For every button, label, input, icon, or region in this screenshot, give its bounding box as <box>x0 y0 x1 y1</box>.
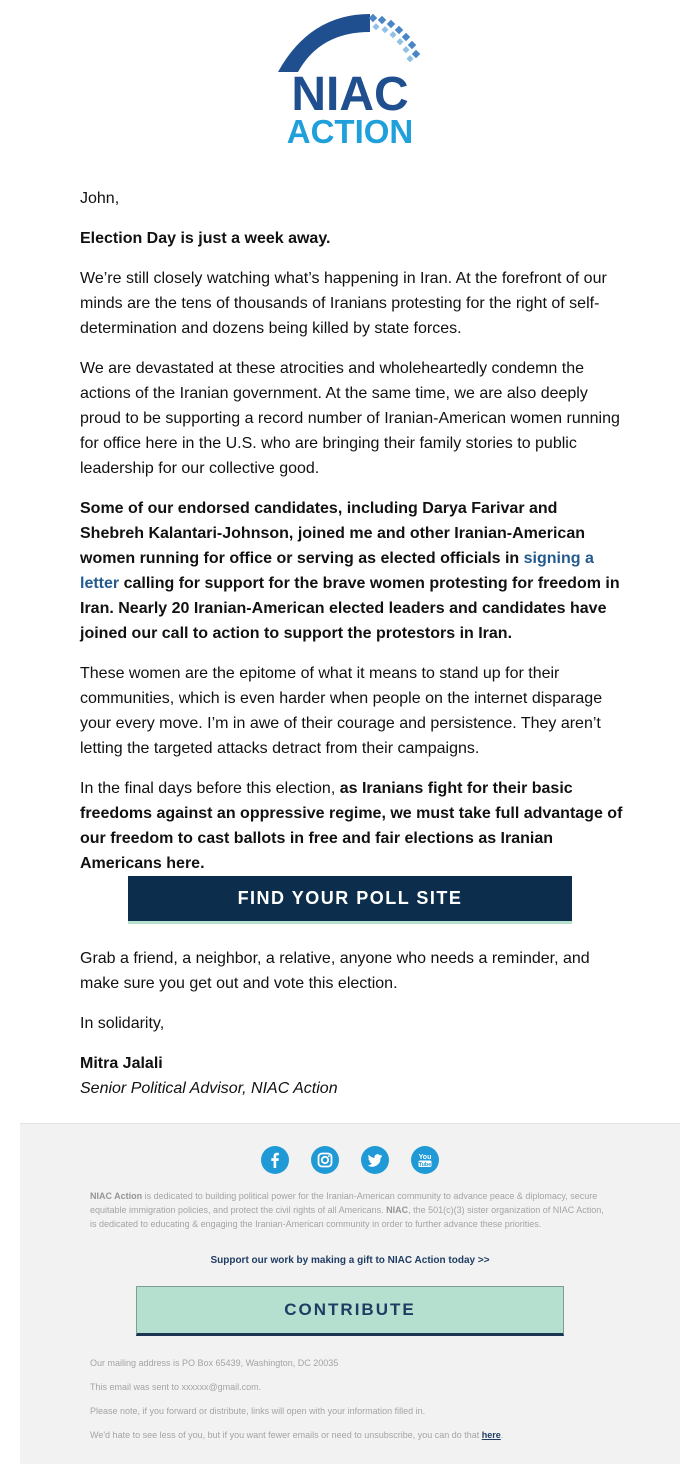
logo-text-action: ACTION <box>286 113 414 150</box>
unsubscribe-notice <box>90 1429 650 1441</box>
closing-line: In solidarity, <box>80 1015 165 1032</box>
paragraph-6: Grab a friend, a neighbor, a relative, anyone who needs a reminder, and make sure you get out and vote this election. <box>80 950 590 992</box>
signer-title: Senior Political Advisor, NIAC Action <box>80 1080 338 1097</box>
paragraph-4: These women are the epitome of what it means to stand up for their communities, which is even harder when people on the internet disparage your every move. I’m in awe of their courage and persistence. They aren’t letting the targeted attacks detract from their campaigns. <box>80 665 603 757</box>
svg-text:Tube: Tube <box>418 1161 432 1168</box>
sent-to-notice: This email was sent to xxxxxx@gmail.com. <box>90 1382 262 1392</box>
about-org-niac-action: NIAC Action <box>90 1191 143 1201</box>
footer-about-text <box>90 1189 610 1231</box>
greeting: John, <box>80 190 120 207</box>
paragraph-5 <box>80 776 625 876</box>
youtube-icon[interactable] <box>411 1146 439 1174</box>
paragraph-1: We’re still closely watching what’s happening in Iran. At the forefront of our minds are the tens of thousands of Iranians protesting for the right of self-determination and dozens being killed by state forces. <box>80 270 607 337</box>
paragraph-3 <box>80 496 625 646</box>
paragraph-5-bold: as Iranians fight for their basic freedoms against an oppressive regime, we must take full advantage of our freedom to cast ballots in free and fair elections as Iranian Americans here. <box>80 780 623 872</box>
unsubscribe-text: We'd hate to see less of you, but if you want fewer emails or need to unsubscribe, you can do that <box>90 1430 482 1440</box>
unsubscribe-link[interactable]: here <box>481 1430 501 1440</box>
forward-notice: Please note, if you forward or distribute, links will open with your information filled in. <box>90 1406 426 1416</box>
paragraph-3-before: Some of our endorsed candidates, including Darya Farivar and Shebreh Kalantari-Johnson, joined me and other Iranian-American women running for office or serving as elected officials in <box>80 500 585 567</box>
logo-text-niac: NIAC <box>291 68 409 121</box>
unsubscribe-end: . <box>500 1430 504 1440</box>
support-gift-link[interactable]: Support our work by making a gift to NIAC Action today >> <box>210 1255 490 1266</box>
signer-name: Mitra Jalali <box>80 1055 163 1072</box>
letter-closing <box>80 946 625 1101</box>
instagram-icon[interactable] <box>311 1146 339 1174</box>
email-footer <box>20 1123 680 1464</box>
signature <box>80 1051 625 1101</box>
mailing-address: Our mailing address is PO Box 65439, Washington, DC 20035 <box>90 1358 339 1368</box>
paragraph-2: We are devastated at these atrocities and wholeheartedly condemn the actions of the Iranian government. At the same time, we are also deeply proud to be supporting a record number of Iranian-American women running for office here in the U.S. who are bringing their family stories to public leadership for our collective good. <box>80 360 620 477</box>
paragraph-3-after: calling for support for the brave women protesting for freedom in Iran. Nearly 20 Iranian-American elected leaders and candidates have joined our call to action to support the protestors in Iran. <box>80 575 620 642</box>
about-text-2: , the 501(c)(3) sister organization of NIAC Action, is dedicated to educating & engaging the Iranian-American community in order to further advance these priorities. <box>90 1205 604 1229</box>
social-links <box>20 1146 680 1174</box>
svg-text:You: You <box>418 1154 432 1161</box>
intro-line: Election Day is just a week away. <box>80 230 331 247</box>
facebook-icon[interactable] <box>261 1146 289 1174</box>
signing-letter-link[interactable]: signing a letter <box>80 550 594 592</box>
about-text-1: is dedicated to building political power for the Iranian-American community to advance peace & diplomacy, secure equitable immigration policies, and protect the civil rights of all Americans. <box>90 1191 598 1215</box>
about-org-niac: NIAC <box>386 1205 409 1215</box>
niac-action-logo <box>270 10 430 150</box>
contribute-button[interactable]: CONTRIBUTE <box>136 1286 564 1336</box>
letter-body <box>80 186 625 891</box>
find-poll-site-button[interactable]: FIND YOUR POLL SITE <box>128 876 572 924</box>
twitter-icon[interactable] <box>361 1146 389 1174</box>
paragraph-5-normal: In the final days before this election, <box>80 780 340 797</box>
